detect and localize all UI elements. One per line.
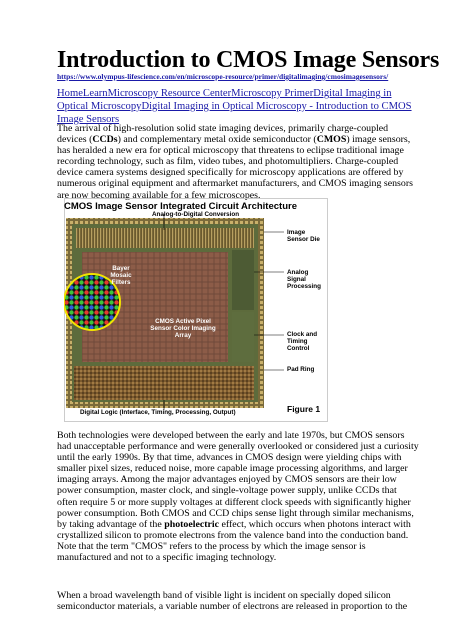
breadcrumb-learn[interactable]: Learn [82,88,108,99]
history-paragraph [57,430,419,563]
label-pad-ring: Pad Ring [287,366,315,373]
label-adc: Analog-to-Digital Conversion [152,211,240,218]
breadcrumb-current-page[interactable]: Digital Imaging in Optical Microscopy - Introduction to CMOS Image Sensors [57,101,412,125]
breadcrumb-home[interactable]: Home [57,88,83,99]
analog-signal-block [232,250,254,310]
para1-ccds-term: CCDs [92,134,118,146]
para1-cmos-term: CMOS [316,134,347,146]
adc-region [76,228,254,248]
breadcrumb-digital-imaging[interactable]: Digital Imaging in Optical Microscopy [57,88,392,112]
clock-timing-block [232,312,254,362]
figure-title: CMOS Image Sensor Integrated Circuit Architecture [64,201,297,212]
para1-text-a: The arrival of high-resolution solid state imaging devices, primarily charge-coupled devices ( [57,123,389,146]
label-analog-signal: Analog Signal Processing [287,269,321,290]
page-title: Introduction to CMOS Image Sensors [57,47,440,73]
label-clock-timing: Clock and Timing Control [287,331,318,352]
figure-number: Figure 1 [287,404,321,414]
breadcrumb-primer[interactable]: Microscopy Primer [231,88,314,99]
label-image-sensor-die: Image Sensor Die [287,229,320,243]
para2-photoelectric-term: photoelectric [164,518,220,530]
label-pixel-sensor: CMOS Active Pixel Sensor Color Imaging Array [150,318,216,339]
closing-paragraph: When a broad wavelength band of visible light is incident on specially doped silicon semiconductor materials, a variable number of electrons are released in proportion to the [57,590,408,613]
para1-text-e: ) image sensors, has heralded a new era for optical microscopy that threatens to eclipse traditional image recording technology, such as film, video tubes, and photomultipliers. Charge-coupled device camera systems designed specifically for microscopy applications are offered by numerous original equipment and aftermarket manufacturers, and CMOS imaging sensors are now becoming available for a few microscopes. [57,134,413,201]
source-url-link[interactable]: https://www.olympus-lifescience.com/en/microscope-resource/primer/digitalimaging/cmosimagesensors/ [57,72,389,81]
digital-logic-region [74,366,254,400]
para2-text-c: effect, which occurs when photons interact with crystallized silicon to promote electrons from the valence band into the conduction band. Note that the term "CMOS" refers to the process by which the image sensor is manufactured and not to a specific imaging technology. [57,518,411,564]
para2-text-a: Both technologies were developed between the early and late 1970s, but CMOS sensors had unacceptable performance and were generally overlooked or considered just a curiosity until the early 1990s. By that time, advances in CMOS design were yielding chips with smaller pixel sizes, reduced noise, more capable image processing algorithms, and larger imaging arrays. Among the major advantages enjoyed by CMOS sensors are their low power consumption, master clock, and single-voltage power supply, unlike CCDs that often require 5 or more supply voltages at different clock speeds with significantly higher power consumption. Both CMOS and CCD chips sense light through similar mechanisms, by taking advantage of the [57,430,419,530]
breadcrumb [57,87,417,126]
label-bayer-filters: Bayer Mosaic Filters [110,265,132,286]
label-digital-logic: Digital Logic (Interface, Timing, Processing, Output) [80,409,236,416]
intro-paragraph [57,123,419,201]
source-url [57,72,388,81]
breadcrumb-resource-center[interactable]: Microscopy Resource Center [107,88,232,99]
para1-text-c: ) and complementary metal oxide semiconductor ( [117,134,317,146]
